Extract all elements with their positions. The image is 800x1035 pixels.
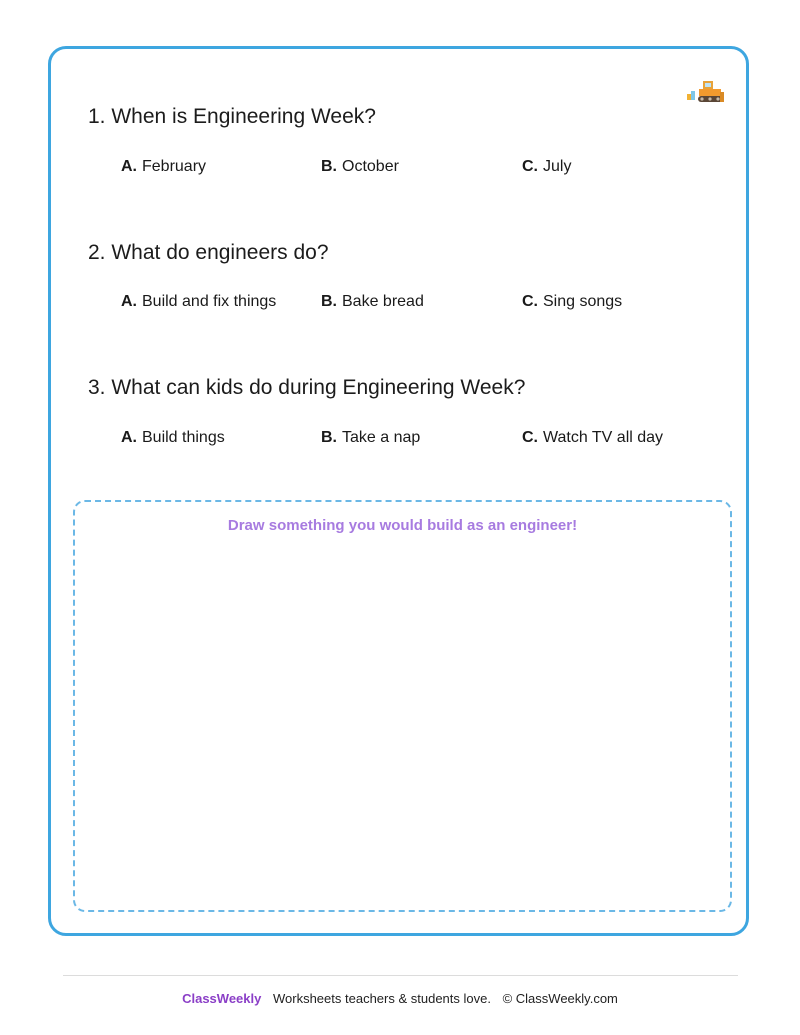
option-text: October	[342, 158, 399, 175]
question-1-text: 1. When is Engineering Week?	[88, 105, 376, 128]
option-letter: A.	[121, 293, 137, 310]
question-2-option-c[interactable]	[522, 293, 622, 311]
option-letter: B.	[321, 158, 337, 175]
option-text: Take a nap	[342, 429, 421, 446]
question-3-options	[121, 429, 721, 451]
question-1-options	[121, 158, 721, 180]
footer-tagline: Worksheets teachers & students love.	[272, 991, 491, 1006]
option-text: Watch TV all day	[543, 429, 664, 446]
option-letter: C.	[522, 293, 538, 310]
question-2-text: 2. What do engineers do?	[88, 241, 329, 264]
option-text: Bake bread	[342, 293, 424, 310]
footer-brand: ClassWeekly	[182, 991, 262, 1006]
drawing-area[interactable]	[73, 500, 732, 912]
question-1-option-b[interactable]	[321, 158, 399, 176]
question-3-option-b[interactable]	[321, 429, 420, 447]
question-3-text: 3. What can kids do during Engineering Week?	[88, 376, 526, 399]
option-text: February	[142, 158, 207, 175]
option-letter: C.	[522, 158, 538, 175]
option-text: Build and fix things	[142, 293, 277, 310]
option-text: Sing songs	[543, 293, 623, 310]
footer	[0, 991, 800, 1006]
option-text: July	[543, 158, 572, 175]
drawing-prompt: Draw something you would build as an engineer!	[227, 517, 578, 534]
footer-copyright: © ClassWeekly.com	[502, 991, 618, 1006]
bulldozer-icon	[686, 78, 726, 104]
question-3-option-c[interactable]	[522, 429, 663, 447]
option-letter: C.	[522, 429, 538, 446]
option-letter: A.	[121, 429, 137, 446]
question-2-options	[121, 293, 721, 315]
footer-divider	[63, 975, 738, 976]
question-3-option-a[interactable]	[121, 429, 225, 447]
option-letter: A.	[121, 158, 137, 175]
question-2-option-a[interactable]	[121, 293, 276, 311]
question-1-option-c[interactable]	[522, 158, 571, 176]
option-letter: B.	[321, 293, 337, 310]
question-2-option-b[interactable]	[321, 293, 424, 311]
option-text: Build things	[142, 429, 225, 446]
option-letter: B.	[321, 429, 337, 446]
question-1-option-a[interactable]	[121, 158, 206, 176]
